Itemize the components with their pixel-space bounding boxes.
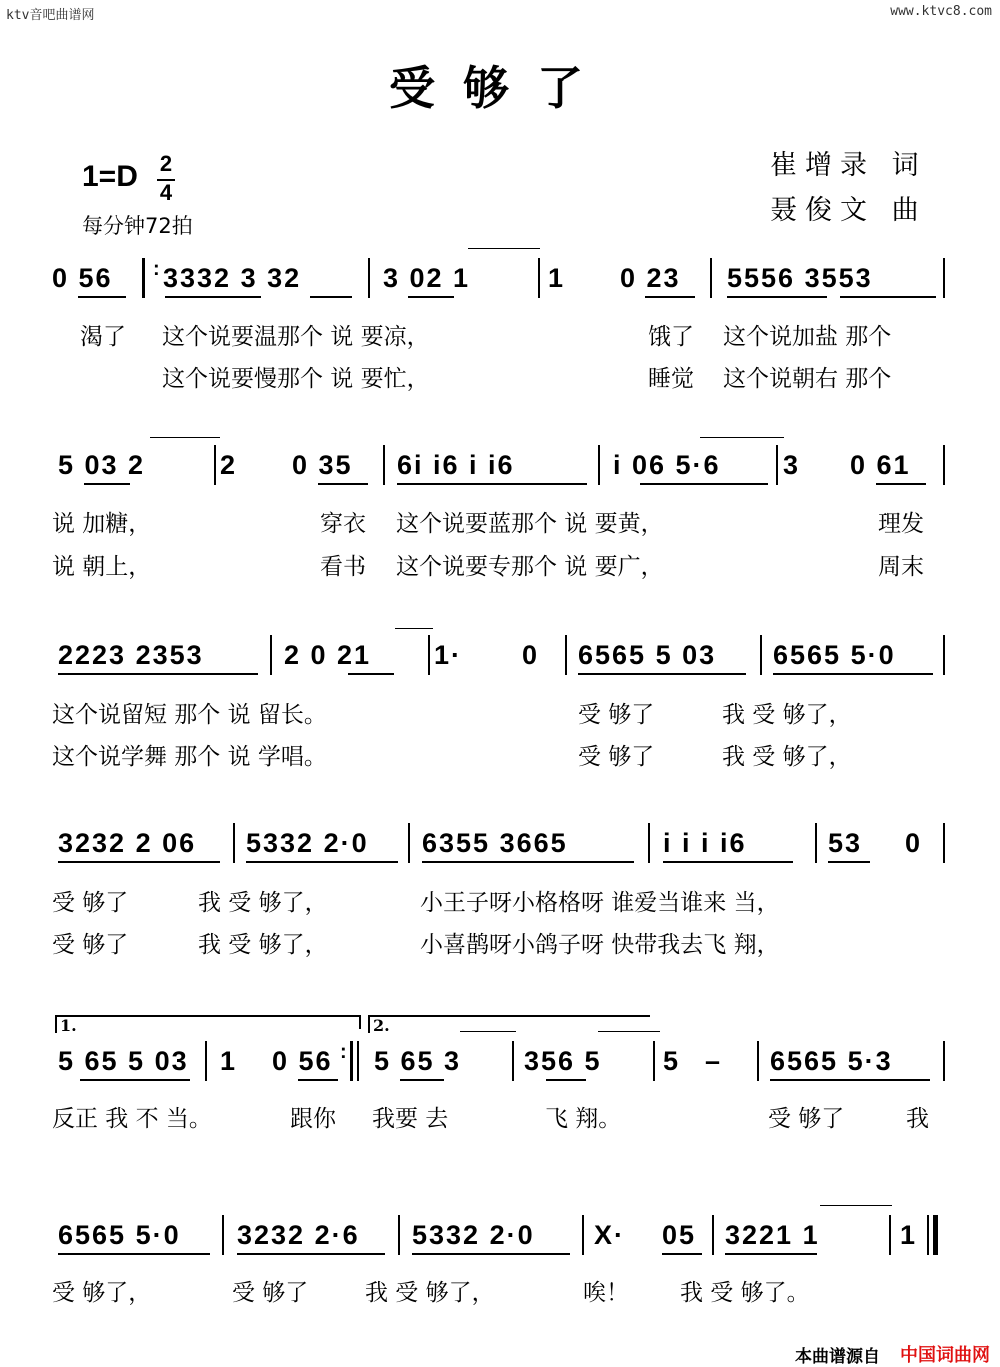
measure-4: i i i i6 [663,828,747,858]
beam-underline [727,296,827,298]
measure-pickup: 0 56 [52,263,113,293]
measure-1: 5 65 5 03 [58,1046,189,1076]
measure-3: 6i i6 i i6 [397,450,515,480]
lyric-line-1: 这个说加盐 那个 [723,324,892,350]
tie-slur [598,1031,660,1032]
barline [214,445,216,485]
measure-4: 5556 3553 [727,263,873,293]
lyric-line-1: 理发 [878,511,924,537]
measure-3: 5332 2·0 [412,1220,535,1250]
source-site-link[interactable]: 中国词曲网 [900,1345,990,1366]
lyric-line-2: 受 够了 [52,932,129,958]
lyric-line-1: 受 够了， [52,1280,152,1306]
measure-2: 2 [220,450,238,480]
tie-slur [395,628,433,629]
site-watermark-right: www.ktvc8.com [890,4,992,19]
beam-underline [318,483,368,485]
lyric-line-2: 我 受 够了， [722,744,852,770]
lyric-line-2: 说 朝上， [52,554,152,580]
lyric-line-2: 这个说要专那个 说 要广， [396,554,664,580]
lyric-line-2: 这个说要慢那个 说 要忙， [162,366,430,392]
barline [943,823,945,863]
beam-underline [348,673,394,675]
tie-slur [468,248,540,249]
measure-3: 5 65 3 [374,1046,462,1076]
lyric-line-1: 我要 去 [372,1106,449,1132]
tie-slur [700,437,784,438]
beam-underline [725,1253,817,1255]
barline [943,1041,945,1081]
barline [943,445,945,485]
beam-underline [876,483,926,485]
measure-4: X· [594,1220,625,1250]
measure-3: 6355 3665 [422,828,568,858]
tie-slur [150,437,220,438]
barline [889,1215,891,1255]
lyric-line-1: 受 够了 [768,1106,845,1132]
repeat-dots: : [153,258,162,280]
repeat-end-barline [357,1041,359,1081]
beam-underline [58,673,258,675]
lyric-line-1: 我 受 够了， [198,890,328,916]
repeat-end-barline [350,1041,353,1081]
lyric-line-1: 说 加糖， [52,511,152,537]
beam-underline [546,1079,586,1081]
lyric-line-1: 饿了 [648,324,694,350]
beam-underline [237,1253,385,1255]
barline [233,823,235,863]
barline [538,258,540,298]
tie-slur [820,1205,892,1206]
volta-bracket-1 [55,1015,57,1033]
lyric-line-1: 这个说要温那个 说 要凉， [162,324,430,350]
lyric-line-2: 这个说朝右 那个 [723,366,892,392]
measure-2: 2 0 21 [284,640,372,670]
measure-2: 3 02 1 [383,263,471,293]
volta-bracket-2 [368,1015,370,1033]
measure-4: 356 5 [524,1046,602,1076]
lyric-line-1: 我 受 够了， [722,702,852,728]
measure-6: 6565 5·3 [770,1046,893,1076]
measure-3-rest: 0 [522,640,540,670]
beam-underline [298,1079,338,1081]
barline [565,635,567,675]
lyric-line-1: 反正 我 不 当。 [52,1106,212,1132]
barline [757,1041,759,1081]
volta-bracket-1 [55,1015,360,1017]
volta-bracket-2 [368,1015,650,1017]
measure-5-rest: 0 [905,828,923,858]
beam-underline [165,296,261,298]
lyric-line-1: 这个说留短 那个 说 留长。 [52,702,327,728]
barline [222,1215,224,1255]
tie-slur [460,1031,516,1032]
barline [815,823,817,863]
barline [943,258,945,298]
measure-1: 3332 3 32 [163,263,302,293]
barline [648,823,650,863]
repeat-dots: : [340,1041,349,1063]
barline [398,1215,400,1255]
measure-5: 5 [663,1046,681,1076]
lyric-line-1: 我 [906,1106,929,1132]
measure-4: 6565 5 03 [578,640,717,670]
lyric-line-1: 跟你 [290,1106,336,1132]
volta-bracket-1 [359,1015,361,1029]
beam-underline [412,1253,570,1255]
final-barline [927,1215,929,1255]
beam-underline [770,1079,930,1081]
lyric-line-1: 飞 翔。 [545,1106,622,1132]
barline [383,445,385,485]
beam-underline [58,1253,210,1255]
lyric-line-1: 受 够了 [232,1280,309,1306]
barline [760,635,762,675]
measure-1: 5 03 2 [58,450,146,480]
time-signature-top: 2 [159,151,173,176]
barline [710,258,712,298]
barline [582,1215,584,1255]
measure-2-pickup: 0 56 [272,1046,333,1076]
barline [776,445,778,485]
barline [512,1041,514,1081]
lyric-line-1: 渴了 [80,324,126,350]
measure-4-pickup: 05 [662,1220,697,1250]
lyric-line-1: 我 受 够了。 [680,1280,810,1306]
barline [653,1041,655,1081]
measure-2-rest: 0 35 [292,450,353,480]
barline [368,258,370,298]
measure-5: 3 [783,450,801,480]
final-barline [933,1215,938,1255]
repeat-start-barline [142,258,145,298]
measure-5: 53 [828,828,863,858]
beam-underline [773,673,933,675]
beam-underline [408,296,454,298]
beam-underline [310,296,352,298]
measure-5: 6565 5·0 [773,640,896,670]
beam-underline [640,483,768,485]
barline [943,635,945,675]
measure-2: 1 [220,1046,238,1076]
measure-6: 1 [900,1220,918,1250]
barline [270,635,272,675]
lyricist-credit: 崔增录 词 [770,150,927,181]
beam-underline [78,296,126,298]
lyric-line-2: 受 够了 [578,744,655,770]
measure-3-rest: 0 23 [620,263,681,293]
beam-underline [840,296,936,298]
volta-label-2: 2. [373,1016,390,1035]
lyric-line-2: 看书 [320,554,366,580]
barline [205,1041,207,1081]
measure-5: 3221 1 [725,1220,820,1250]
source-label: 本曲谱源自 [795,1347,880,1367]
measure-5-rest: 0 61 [850,450,911,480]
lyric-line-1: 穿衣 [320,511,366,537]
barline [598,445,600,485]
beam-underline [400,1079,444,1081]
measure-5-dash: – [705,1046,723,1076]
tempo-marking: 每分钟72拍 [82,214,193,238]
lyric-line-1: 这个说要蓝那个 说 要黄， [396,511,664,537]
measure-1: 2223 2353 [58,640,204,670]
lyric-line-1: 受 够了 [578,702,655,728]
lyric-line-1: 我 受 够了， [365,1280,495,1306]
time-signature-bottom: 4 [159,180,173,205]
barline [428,635,430,675]
measure-4: i 06 5·6 [613,450,721,480]
beam-underline [246,861,398,863]
lyric-line-2: 这个说学舞 那个 说 学唱。 [52,744,327,770]
beam-underline [80,1079,190,1081]
barline [712,1215,714,1255]
lyric-line-2: 小喜鹊呀小鸽子呀 快带我去飞 翔， [420,932,780,958]
lyric-line-1: 唉！ [583,1280,629,1306]
measure-2: 3232 2·6 [237,1220,360,1250]
beam-underline [397,483,587,485]
beam-underline [663,861,793,863]
measure-1: 6565 5·0 [58,1220,181,1250]
lyric-line-1: 小王子呀小格格呀 谁爱当谁来 当， [420,890,780,916]
barline [408,823,410,863]
volta-label-1: 1. [60,1016,77,1035]
composer-credit: 聂俊文 曲 [770,195,927,226]
beam-underline [828,861,870,863]
measure-3: 1· [434,640,463,670]
site-watermark-left: ktv音吧曲谱网 [6,8,95,23]
measure-2: 5332 2·0 [246,828,369,858]
lyric-line-2: 周末 [878,554,924,580]
beam-underline [84,483,130,485]
lyric-line-1: 受 够了 [52,890,129,916]
beam-underline [645,296,695,298]
measure-3: 1 [548,263,566,293]
beam-underline [578,673,746,675]
song-title: 受够了 [389,61,611,115]
lyric-line-2: 我 受 够了， [198,932,328,958]
beam-underline [422,861,634,863]
beam-underline [662,1253,702,1255]
measure-1: 3232 2 06 [58,828,197,858]
lyric-line-2: 睡觉 [648,366,694,392]
key-signature: 1=D [82,160,138,193]
beam-underline [58,861,220,863]
